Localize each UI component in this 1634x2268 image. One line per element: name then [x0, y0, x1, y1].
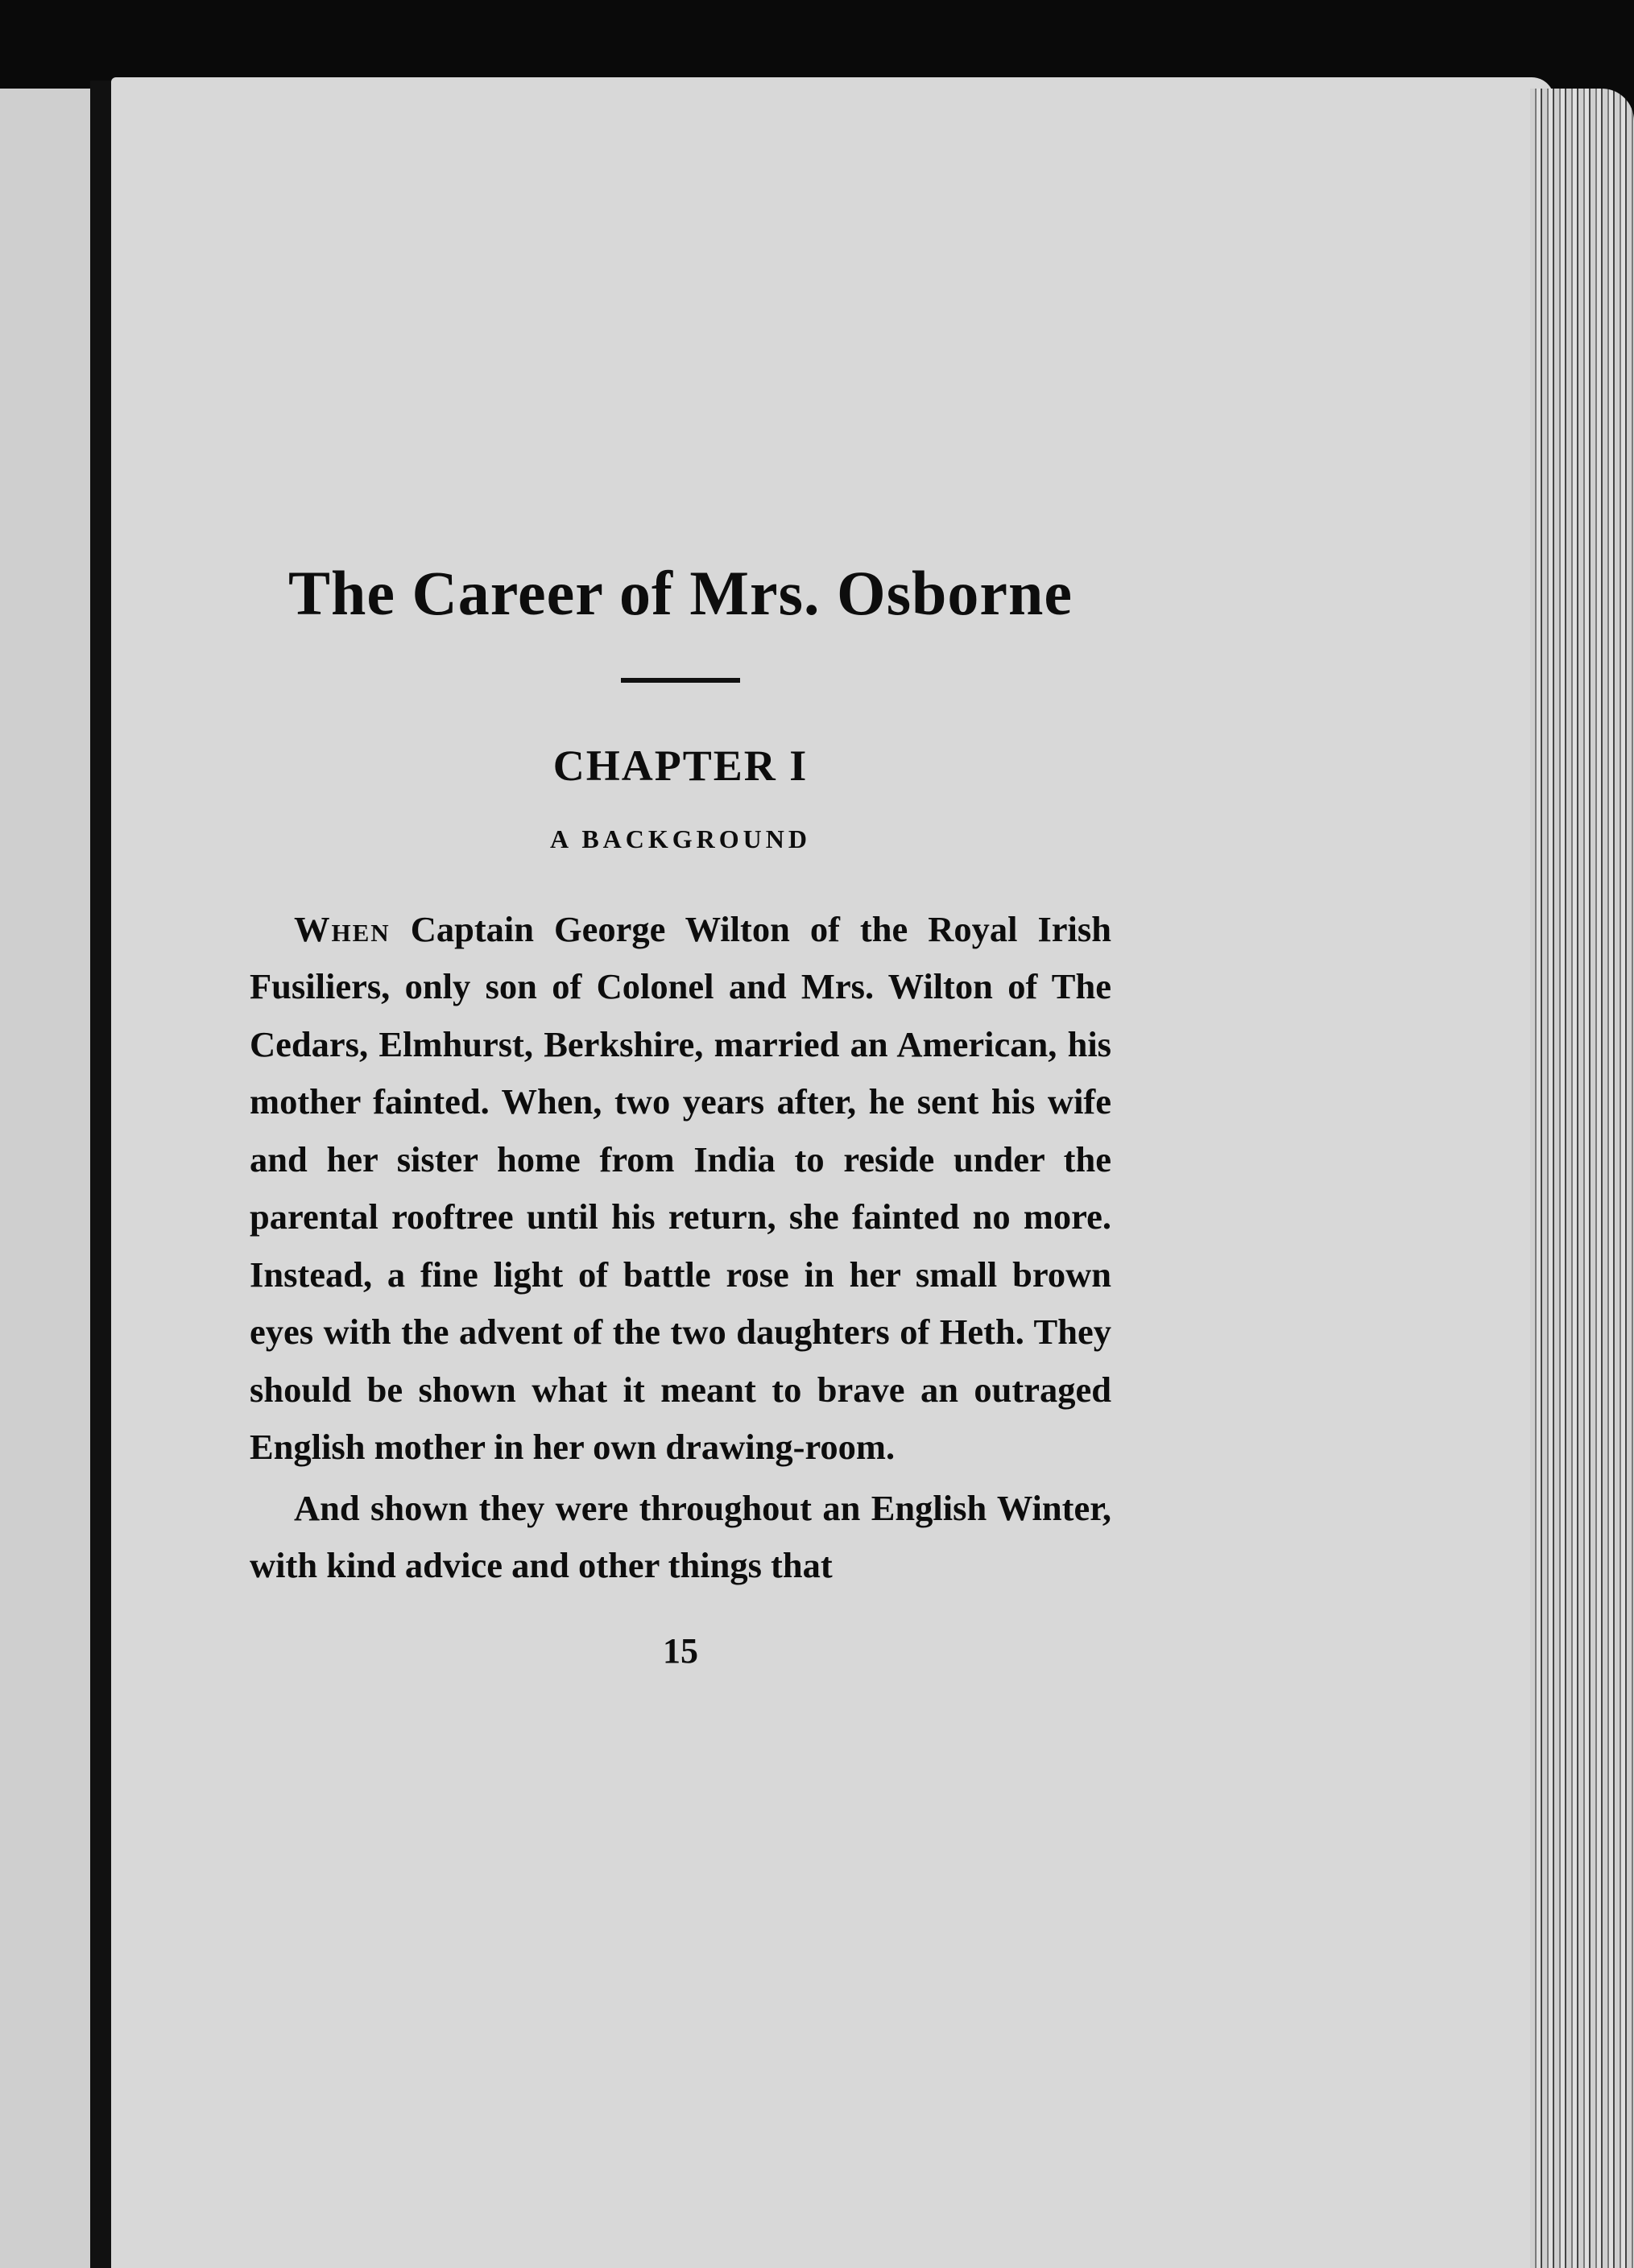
book-gutter: [90, 81, 113, 2268]
paragraph-lead-word: When: [294, 908, 391, 949]
paragraph-2: And shown they were throughout an English Winter, with kind advice and other things that: [250, 1487, 1111, 1586]
book-title: The Career of Mrs. Osborne: [288, 558, 1073, 628]
page-text-block: [250, 556, 1111, 1671]
paragraph-1-text: Captain George Wilton of the Royal Irish Fusiliers, only son of Colonel and Mrs. Wilton of The Cedars, Elmhurst, Berkshire, married an American, his mother fainted. When, two years after, he sent his wife and her sister home from India to reside under the parental rooftree until his return, she fainted no more. Instead, a fine light of battle rose in her small brown eyes with the advent of the two daughters of Heth. They should be shown what it meant to brave an outraged English mother in her own drawing-room.: [250, 908, 1111, 1468]
chapter-title: A BACKGROUND: [549, 824, 811, 853]
chapter-heading: CHAPTER I: [552, 741, 809, 790]
page-fore-edge: [1530, 89, 1634, 2268]
title-rule: [621, 678, 740, 683]
paragraph-1: [250, 901, 1111, 1477]
facing-page-edge: [0, 89, 90, 2268]
page-number: 15: [663, 1630, 698, 1671]
